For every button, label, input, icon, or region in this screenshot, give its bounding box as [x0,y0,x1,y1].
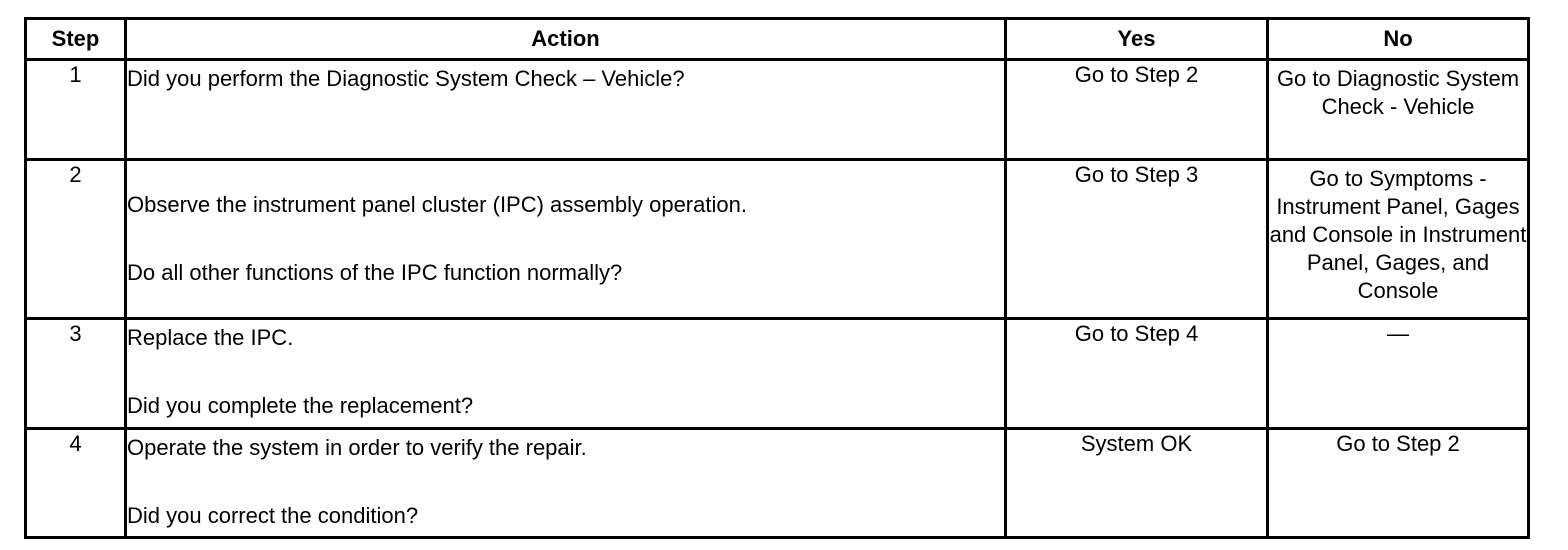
no-cell: Go to Step 2 [1268,429,1529,538]
no-cell [1268,319,1529,429]
table-row [26,319,1529,429]
action-cell [126,160,1006,319]
yes-cell: Go to Step 2 [1006,60,1268,160]
action-cell [126,429,1006,538]
header-step: Step [26,19,126,60]
header-action: Action [126,19,1006,60]
diagnostic-table [24,17,1530,539]
action-question: Do all other functions of the IPC function normally? [127,260,623,285]
header-yes: Yes [1006,19,1268,60]
no-cell: Go to Symptoms - Instrument Panel, Gages and Console in Instrument Panel, Gages, and Console [1268,160,1529,319]
action-question: Did you correct the condition? [127,503,419,528]
action-text: Operate the system in order to verify the repair. [127,435,587,460]
yes-cell: Go to Step 3 [1006,160,1268,319]
action-text: Did you perform the Diagnostic System Check – Vehicle? [127,66,685,91]
action-cell [126,60,1006,160]
no-cell: Go to Diagnostic System Check - Vehicle [1268,60,1529,160]
step-number: 4 [26,429,126,538]
action-text: Observe the instrument panel cluster (IPC) assembly operation. [127,192,747,217]
table-row [26,60,1529,160]
dash-text: — [1387,321,1409,346]
action-text: Replace the IPC. [127,325,294,350]
action-question: Did you complete the replacement? [127,393,474,418]
step-number: 3 [26,319,126,429]
table-row [26,429,1529,538]
action-cell [126,319,1006,429]
header-no: No [1268,19,1529,60]
table-header-row [26,19,1529,60]
yes-cell: System OK [1006,429,1268,538]
step-number: 2 [26,160,126,319]
yes-cell: Go to Step 4 [1006,319,1268,429]
table-row [26,160,1529,319]
step-number: 1 [26,60,126,160]
